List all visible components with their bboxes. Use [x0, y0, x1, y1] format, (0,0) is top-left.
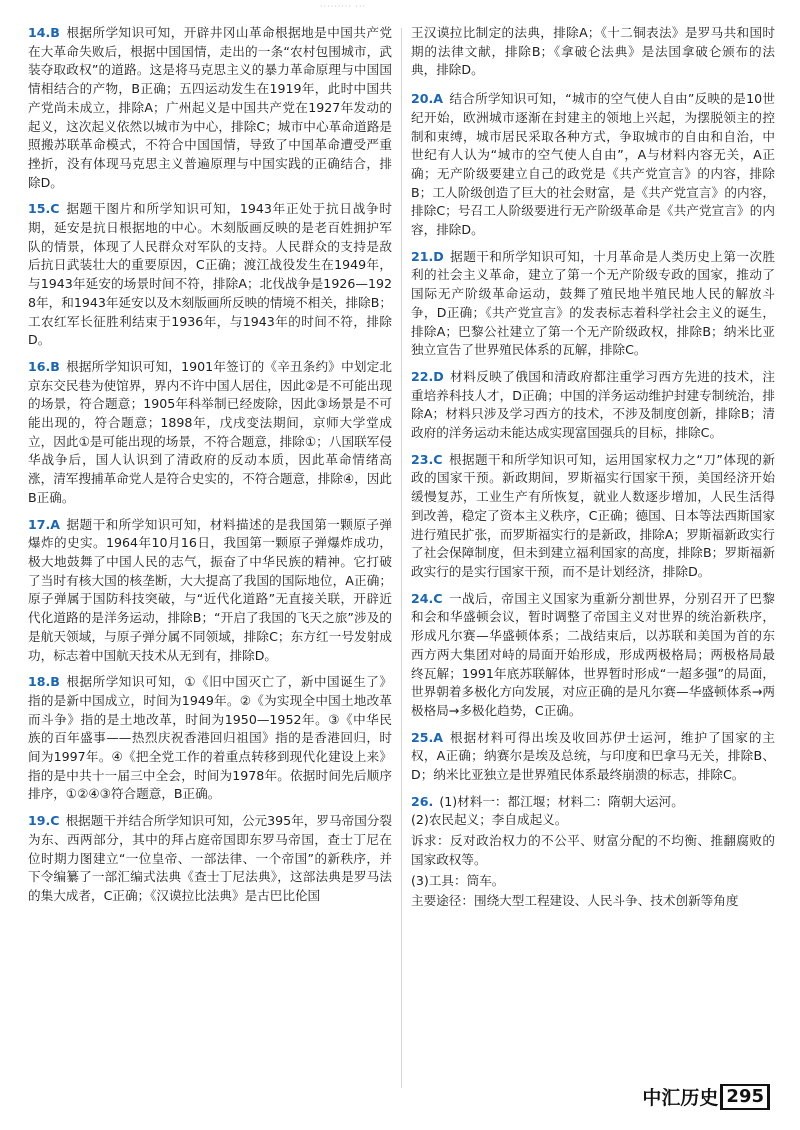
answer-number: 19.C [28, 813, 60, 829]
answer-item [28, 673, 392, 804]
answer-item [411, 590, 775, 721]
answer-number: 20.A [411, 91, 444, 107]
answer-explanation: 根据题干和所学知识可知，运用国家权力之“刀”体现的新政的国家干预。新政期间，罗斯福实行国家干预，美国经济开始缓慢复苏，工业生产有所恢复，就业人数逐步增加，人民生活得到改善，稳定了资本主义秩序，C正确；德国、日本等法西斯国家进行殖民扩张，而罗斯福实行的是新政，排除A；罗斯福新政实行了社会保障制度，但未到建立福利国家的高度，排除B；罗斯福新政实行的是实行国家干预，而不是计划经济，排除D。 [411, 451, 775, 579]
answer-26-line-4: (3)工具：筒车。 [411, 872, 505, 888]
answer-26-line-5: 主要途径：围绕大型工程建设、人民斗争、技术创新等角度 [411, 893, 739, 909]
answer-number: 23.C [411, 451, 443, 467]
answer-number: 21.D [411, 248, 444, 264]
answer-item [411, 90, 775, 240]
answer-explanation: 王汉谟拉比制定的法典，排除A；《十二铜表法》是罗马共和国时期的法律文献，排除B；《拿破仑法典》是法国拿破仑颁布的法典，排除D。 [411, 25, 775, 78]
answer-number: 24.C [411, 590, 443, 606]
answer-item [28, 358, 392, 508]
answer-number: 26. [411, 793, 434, 809]
answer-explanation: 据题干图片和所学知识可知，1943年正处于抗日战争时期，延安是抗日根据地的中心。木刻版画反映的是老百姓拥护军队的情景，体现了人民群众对军队的支持。人民群众的支持是敌后抗日武装壮大的重要原因，C正确；渡江战役发生在1949年，与1943年延安的场景时间不符，排除A；北伐战争是1926—1928年，和1943年延安以及木刻版画所反映的情境不相关，排除B；工农红军长征胜利结束于1936年，与1943年的时间不符，排除D。 [28, 201, 392, 348]
answer-explanation: 根据材料可得出埃及收回苏伊士运河，维护了国家的主权，A正确；纳赛尔是埃及总统，与印度和巴拿马无关，排除B、D；纳米比亚独立是世界殖民体系最终崩溃的标志，排除C。 [411, 729, 775, 783]
answer-number: 18.B [28, 674, 60, 690]
answer-item [28, 812, 392, 906]
column-divider [401, 28, 402, 1088]
answer-explanation: 据题干和所学知识可知，材料描述的是我国第一颗原子弹爆炸的史实。1964年10月16日，我国第一颗原子弹爆炸成功，极大地鼓舞了中国人民的志气，振奋了中华民族的精神。它打破了当时有核大国的核垄断，大大提高了我国的国际地位，A正确；原子弹属于国防科技突破，与“近代化道路”无直接关联，开辟近代化道路的是洋务运动，排除B；“开启了我国的飞天之旅”涉及的是航天领域，与原子弹分属不同领域，排除C；东方红一号发射成功，标志着中国航天技术从无到有，排除D。 [28, 516, 392, 663]
answer-explanation: 根据题干并结合所学知识可知，公元395年，罗马帝国分裂为东、西两部分，其中的拜占庭帝国即东罗马帝国，查士丁尼在位时期力图建立“一位皇帝、一部法律、一个帝国”的新秩序，并下令编纂了一部汇编式法典《查士丁尼法典》，这部法典是罗马法的集大成者，C正确；《汉谟拉比法典》是古巴比伦国 [28, 813, 392, 903]
answer-item [411, 729, 775, 785]
answer-explanation: 一战后，帝国主义国家为重新分割世界，分别召开了巴黎和会和华盛顿会议，暂时调整了帝国主义对世界的统治新秩序，形成凡尔赛—华盛顿体系；二战结束后，以苏联和美国为首的东西方两大集团对峙的局面开始形成，形成两极格局；两极格局最终瓦解；1991年底苏联解体，世界暂时形成“一超多强”的局面，世界朝着多极化方向发展，对应正确的是凡尔赛—华盛顿体系→两极格局→多极化趋势，C正确。 [411, 590, 775, 718]
answer-number: 15.C [28, 201, 60, 217]
answer-explanation: 根据所学知识可知，开辟井冈山革命根据地是中国共产党在大革命失败后，根据中国国情，走出的一条“农村包围城市，武装夺取政权”的道路。这是将马克思主义的暴力革命原理与中国国情相结合的产物，B正确；五四运动发生在1919年，此时中国共产党尚未成立，排除A；广州起义是中国共产党在1927年发动的起义，这次起义依然以城市为中心，排除C；城市中心革命道路是照搬苏联革命模式，不符合中国国情，导致了中国革命遭受严重挫折，没有体现马克思主义普遍原理与中国实践的正确结合，排除D。 [28, 25, 392, 190]
book-title: 中汇历史 [642, 1087, 719, 1109]
answer-item [411, 368, 775, 443]
answer-explanation: 结合所学知识可知，“城市的空气使人自由”反映的是10世纪开始，欧洲城市逐渐在封建主的领地上兴起，为摆脱领主的控制和束缚，城市居民采取各种方式，争取城市的自由和自治，中世纪有人认为“城市的空气使人自由”，A与材料内容无关，A正确；无产阶级要建立自己的政党是《共产党宣言》的内容，排除B；工人阶级创造了巨大的社会财富，是《共产党宣言》的内容，排除C；号召工人阶级要进行无产阶级革命是《共产党宣言》的内容，排除D。 [411, 91, 775, 238]
answer-item [411, 451, 775, 582]
answer-item [411, 248, 775, 360]
answer-item-26 [411, 793, 775, 911]
answer-number: 22.D [411, 368, 444, 384]
page-footer [642, 1083, 770, 1110]
answer-26-line-2: (2)农民起义；李自成起义。 [411, 812, 568, 828]
answer-item [28, 516, 392, 666]
answer-explanation: 根据所学知识可知，①《旧中国灭亡了，新中国诞生了》指的是新中国成立，时间为1949年。②《为实现全中国土地改革而斗争》指的是土地改革，时间为1950—1952年。③《中华民族的百年盛事——热烈庆祝香港回归祖国》指的是香港回归，时间为1997年。④《把全党工作的着重点转移到现代化建设上来》指的是中共十一届三中全会，时间为1978年。依据时间先后顺序排序，①②④③符合题意，B正确。 [28, 674, 392, 802]
answer-explanation: 根据所学知识可知，1901年签订的《辛丑条约》中划定北京东交民巷为使馆界，界内不许中国人居住，因此②是不可能出现的场景，符合题意；1905年科举制已经废除，因此③场景是不可能出现的，符合题意；1898年，戊戌变法期间，京师大学堂成立，因此①是可能出现的场景，不符合题意，排除①；八国联军侵华战争后，国人认识到了清政府的反动本质，因此革命情绪高涨，清军搜捕革命党人是符合史实的，不符合题意，排除④，因此B正确。 [28, 358, 392, 505]
answer-item [28, 24, 392, 192]
right-items [411, 24, 775, 785]
answer-explanation: 材料反映了俄国和清政府都注重学习西方先进的技术，注重培养科技人才，D正确；中国的洋务运动维护封建专制统治，排除A；材料只涉及学习西方的技术，不涉及制度创新，排除B；清政府的洋务运动未能达成实现富国强兵的目标，排除C。 [411, 368, 775, 441]
answer-item [411, 24, 775, 80]
right-column [411, 24, 775, 919]
answer-26-line-3: 诉求：反对政治权力的不公平、财富分配的不均衡、推翻腐败的国家政权等。 [411, 833, 775, 867]
answer-26-line-1: (1)材料一：都江堰；材料二：隋朝大运河。 [439, 793, 684, 809]
answer-explanation: 据题干和所学知识可知，十月革命是人类历史上第一次胜利的社会主义革命，建立了第一个无产阶级专政的国家，推动了国际无产阶级革命运动，鼓舞了殖民地半殖民地人民的解放斗争，D正确；《共产党宣言》的发表标志着科学社会主义的诞生，排除A；巴黎公社建立了第一个无产阶级政权，排除B；纳米比亚独立宣告了世界殖民体系的瓦解，排除C。 [411, 248, 775, 358]
left-column [28, 24, 392, 914]
answer-number: 17.A [28, 516, 61, 532]
answer-number: 16.B [28, 358, 60, 374]
answer-number: 25.A [411, 729, 444, 745]
top-faint-mark: ········· ··· [320, 2, 367, 11]
page-number: 295 [720, 1084, 770, 1110]
answer-number: 14.B [28, 25, 60, 40]
answer-item [28, 200, 392, 350]
